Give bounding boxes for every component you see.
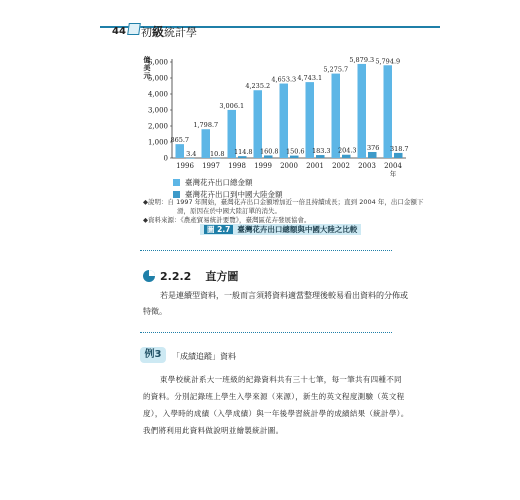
bar-china [316, 155, 325, 158]
page-number: 44 [112, 26, 126, 37]
cube-icon [127, 23, 141, 35]
bar-china [264, 155, 273, 158]
section-divider-top [140, 250, 392, 251]
data-label-china: 318.7 [389, 144, 409, 153]
bar-total [358, 64, 367, 158]
bar-china [368, 152, 377, 158]
chart-explanation-line2: 滑，原因在於中國大陸訂單的消失。 [177, 207, 281, 215]
y-tick-label: 4,000 [147, 90, 168, 99]
y-tick-label: 2,000 [147, 122, 168, 131]
legend-swatch-total [173, 179, 180, 186]
book-title-big: 級 [152, 25, 165, 39]
y-tick-label: 1,000 [147, 138, 168, 147]
bar-total [202, 129, 211, 158]
data-label-china: 204.3 [337, 146, 357, 155]
example-text-line4: 我們將利用此資料做說明並繪製統計圖。 [143, 426, 284, 435]
chart-source: ◆資料來源：《農產貿易統計要覽》，臺灣區花卉發展協會。 [143, 216, 311, 224]
bar-china [212, 158, 221, 159]
section-number: 2.2.2 [160, 270, 192, 283]
section-heading [160, 268, 238, 284]
legend-label-china: 臺灣花卉出口到中國大陸金額 [185, 190, 283, 199]
example-badge: 例3 [140, 347, 166, 363]
data-label-total: 4,235.2 [245, 82, 271, 91]
example-text-line2: 的資料。分別記錄班上學生入學來源（來源），新生的英文程度測驗（英文程 [143, 392, 405, 401]
y-tick-label: 3,000 [147, 106, 168, 115]
section-paragraph-line1: 若是連續型資料，一般而言須將資料適當整理後較易看出資料的分佈或 [160, 291, 408, 300]
data-label-china: 376 [367, 143, 380, 152]
y-tick-label: 5,000 [147, 74, 168, 83]
x-tick-label: 2003 [358, 162, 376, 170]
example-title: 「成績追蹤」資料 [172, 352, 236, 361]
data-label-total: 3,006.1 [219, 101, 245, 110]
legend-item-total [173, 177, 253, 188]
x-tick-label: 2004 [384, 162, 402, 170]
bar-total [176, 144, 185, 158]
x-tick-label: 2000 [280, 162, 298, 170]
chart-ylabel: 億美元 [143, 55, 151, 80]
data-label-total: 5,275.7 [323, 65, 349, 74]
x-tick-label: 2001 [306, 162, 324, 170]
x-tick-label: 1999 [254, 162, 272, 170]
section-paragraph-line2: 特徵。 [143, 307, 167, 316]
bar-total [332, 74, 341, 158]
data-label-china: 150.6 [285, 147, 305, 156]
legend-swatch-china [173, 191, 180, 198]
book-title-prefix: 初 [141, 26, 152, 39]
example-text-line3: 度），入學時的成績（入學成績）與一年後學習統計學的成績結果（統計學）。 [143, 409, 409, 418]
data-label-total: 1,798.7 [193, 121, 219, 130]
bar-china [394, 153, 403, 158]
section-divider-bottom [140, 332, 392, 333]
chart-explanation [143, 198, 423, 216]
data-label-total: 4,653.3 [271, 75, 297, 84]
x-tick-label: 2002 [332, 162, 350, 170]
data-label-total: 865.7 [170, 136, 190, 145]
y-tick-label: 0 [163, 154, 168, 163]
chart-explanation-line1: ◆說明：自 1997 年開始，臺灣花卉出口金額增加近一倍且持續成長；直到 2004 年，出口金額下 [143, 198, 424, 206]
data-label-total: 5,879.3 [349, 55, 375, 64]
y-tick-label: 6,000 [147, 58, 168, 67]
data-label-china: 160.8 [259, 147, 279, 156]
section-pie-icon [143, 270, 155, 282]
figure-number: 圖 2.7 [204, 225, 233, 234]
x-tick-label: 1997 [202, 162, 220, 170]
data-label-china: 183.3 [311, 147, 331, 156]
data-label-total: 5,794.9 [375, 57, 401, 66]
data-label-china: 10.8 [210, 149, 225, 158]
bar-china [238, 156, 247, 158]
example-text-line1: 東學校統計系大一班級的紀錄資料共有三十七筆，每一筆共有四種不同 [160, 375, 402, 384]
book-title [141, 23, 197, 40]
bar-china [186, 158, 195, 159]
legend-label-total: 臺灣花卉出口總金額 [185, 178, 253, 187]
bar-china [342, 155, 351, 158]
data-label-china: 114.8 [233, 148, 253, 157]
figure-caption-text: 臺灣花卉出口總額與中國大陸之比較 [237, 225, 358, 234]
x-tick-label: 1996 [176, 162, 194, 170]
section-title: 直方圖 [205, 270, 239, 283]
x-tick-label: 1998 [228, 162, 246, 170]
x-unit-label: 年 [389, 170, 397, 178]
bar-china [290, 156, 299, 158]
figure-caption [200, 224, 361, 235]
data-label-total: 4,743.1 [297, 74, 323, 83]
book-title-rest: 統計學 [164, 26, 198, 39]
data-label-china: 3.4 [186, 149, 197, 158]
